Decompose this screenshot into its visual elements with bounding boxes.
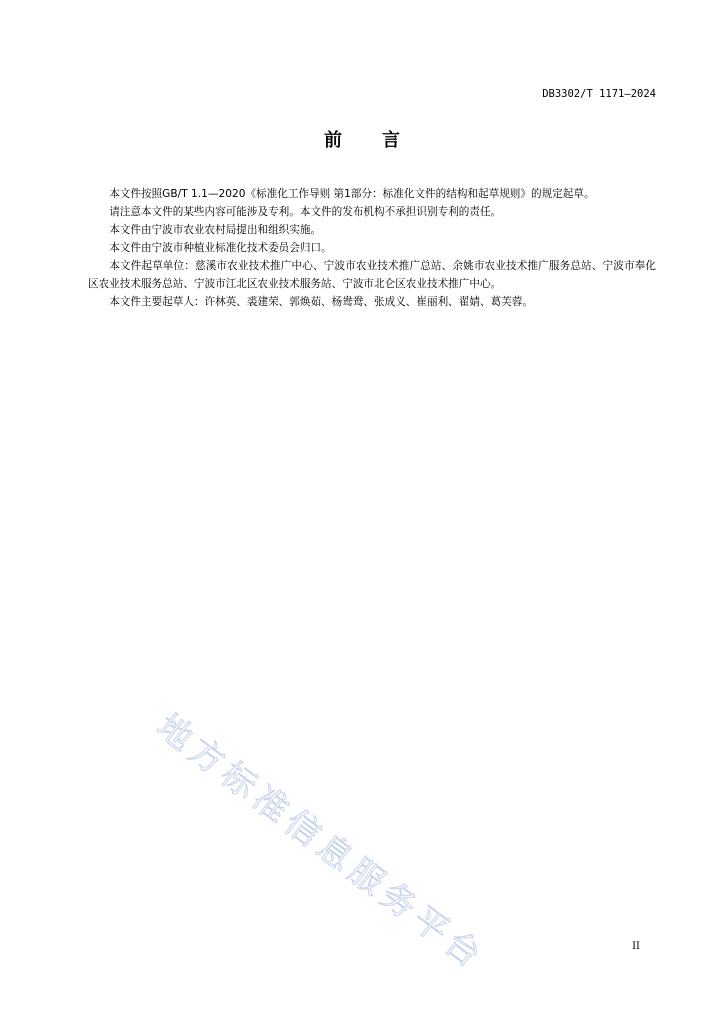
paragraph-proposer: 本文件由宁波市农业农村局提出和组织实施。: [109, 224, 322, 236]
paragraph-drafting-units: 本文件起草单位：慈溪市农业技术推广中心、宁波市农业技术推广总站、余姚市农业技术推广服务总站、宁波市奉化区农业技术服务总站、宁波市江北区农业技术服务站、宁波市北仑区农业技术推广中心。: [88, 260, 656, 290]
document-code: DB3302/T 1171—2024: [542, 88, 656, 100]
paragraph-committee: 本文件由宁波市种植业标准化技术委员会归口。: [109, 242, 332, 254]
page-title: 前言: [324, 130, 440, 151]
paragraph-patent-notice: 请注意本文件的某些内容可能涉及专利。本文件的发布机构不承担识别专利的责任。: [109, 206, 502, 218]
watermark-text: 地方标准信息服务平台: [149, 706, 493, 980]
paragraph-drafters: 本文件主要起草人：许林英、裘建荣、郭焕茹、杨鸯鸯、张成义、崔丽利、翟婧、葛芙蓉。: [109, 296, 533, 308]
paragraph-drafting-basis: 本文件按照GB/T 1.1—2020《标准化工作导则 第1部分：标准化文件的结构和起草规则》的规定起草。: [109, 188, 595, 200]
foreword-body: [88, 185, 656, 311]
page-number: II: [632, 941, 640, 952]
